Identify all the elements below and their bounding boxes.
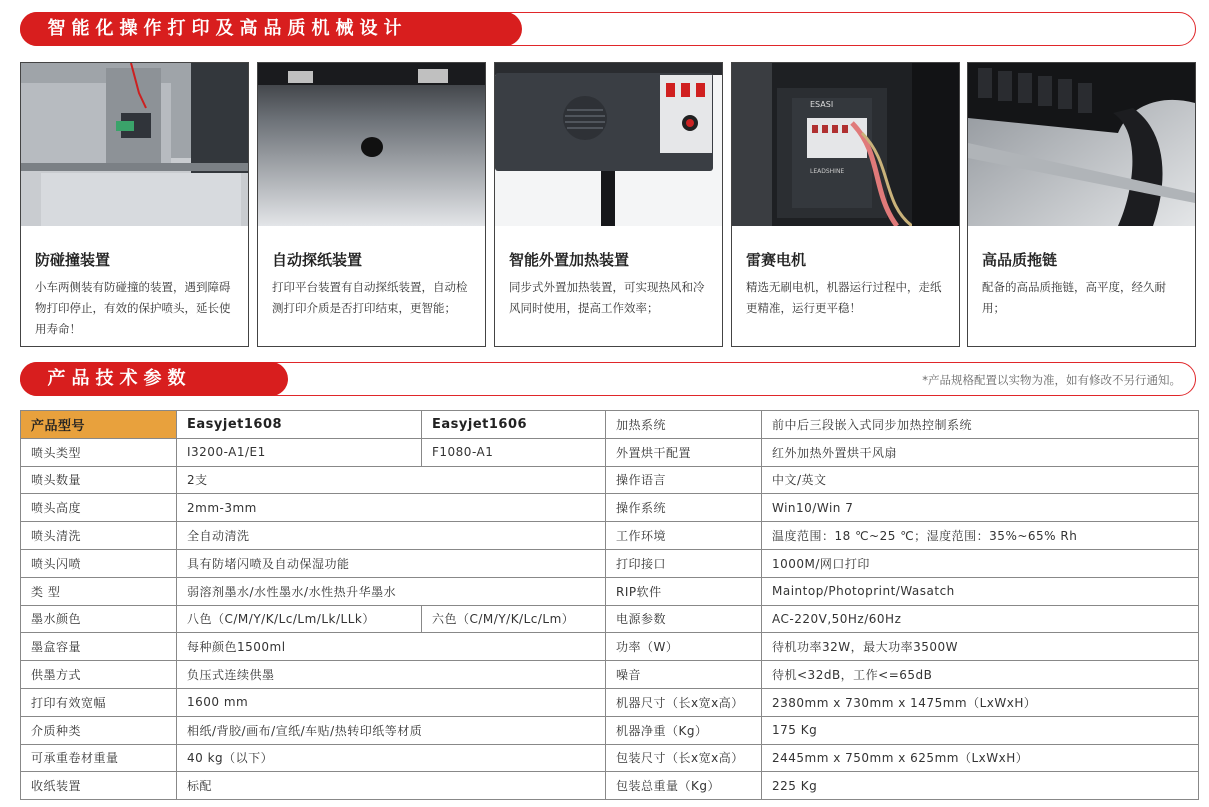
spec-value: 1600 mm bbox=[177, 688, 606, 716]
feature-description: 同步式外置加热装置，可实现热风和冷风同时使用，提高工作效率； bbox=[509, 280, 705, 315]
spec-label: 类 型 bbox=[21, 577, 177, 605]
feature-title: 高品质拖链 bbox=[982, 251, 1058, 269]
spec-label: 收纸装置 bbox=[21, 772, 177, 800]
table-row bbox=[21, 688, 1199, 716]
feature-photo-paper-sensor bbox=[258, 63, 485, 226]
spec-label-right: 噪音 bbox=[606, 661, 762, 689]
spec-value: 2支 bbox=[177, 466, 606, 494]
spec-label-right: 加热系统 bbox=[606, 411, 762, 439]
spec-value-right: 红外加热外置烘干风扇 bbox=[762, 438, 1199, 466]
feature-description: 配备的高品质拖链，高平度，经久耐用； bbox=[982, 280, 1166, 315]
spec-label-right: 操作语言 bbox=[606, 466, 762, 494]
table-row bbox=[21, 438, 1199, 466]
feature-photo-motor bbox=[732, 63, 959, 226]
feature-card-anti-collision bbox=[20, 62, 249, 347]
spec-label: 喷头类型 bbox=[21, 438, 177, 466]
section-title: 智能化操作打印及高品质机械设计 bbox=[20, 12, 522, 46]
table-row bbox=[21, 661, 1199, 689]
spec-value-model-2: 六色（C/M/Y/K/Lc/Lm） bbox=[422, 605, 606, 633]
spec-value-right: AC-220V,50Hz/60Hz bbox=[762, 605, 1199, 633]
spec-label: 喷头高度 bbox=[21, 494, 177, 522]
spec-value-right: 1000M/网口打印 bbox=[762, 549, 1199, 577]
motor-brand-text: LEADSHINE bbox=[810, 168, 845, 175]
table-header-row bbox=[21, 411, 1199, 439]
feature-description: 小车两侧装有防碰撞的装置，遇到障碍物打印停止，有效的保护喷头，延长使用寿命！ bbox=[35, 280, 231, 336]
spec-value-right: 温度范围：18 ℃~25 ℃；湿度范围：35%~65% Rh bbox=[762, 522, 1199, 550]
table-row bbox=[21, 633, 1199, 661]
spec-value: 2mm-3mm bbox=[177, 494, 606, 522]
feature-card-external-heater bbox=[494, 62, 723, 347]
feature-card-drag-chain bbox=[967, 62, 1196, 347]
spec-value-right: 2445mm x 750mm x 625mm（LxWxH） bbox=[762, 744, 1199, 772]
spec-label: 喷头数量 bbox=[21, 466, 177, 494]
spec-label: 可承重卷材重量 bbox=[21, 744, 177, 772]
feature-photo-external-heater bbox=[495, 63, 722, 226]
header-label: 产品型号 bbox=[21, 411, 177, 439]
motor-logo-text: ESASI bbox=[810, 100, 834, 109]
spec-label: 供墨方式 bbox=[21, 661, 177, 689]
spec-disclaimer: *产品规格配置以实物为准，如有修改不另行通知。 bbox=[922, 373, 1181, 387]
spec-value: 相纸/背胶/画布/宣纸/车贴/热转印纸等材质 bbox=[177, 716, 606, 744]
spec-label-right: 电源参数 bbox=[606, 605, 762, 633]
feature-description: 打印平台装置有自动探纸装置，自动检测打印介质是否打印结束，更智能； bbox=[272, 280, 468, 315]
spec-value-right: Maintop/Photoprint/Wasatch bbox=[762, 577, 1199, 605]
table-row bbox=[21, 522, 1199, 550]
table-row bbox=[21, 772, 1199, 800]
table-row bbox=[21, 494, 1199, 522]
spec-value-model-1: 八色（C/M/Y/K/Lc/Lm/Lk/LLk） bbox=[177, 605, 422, 633]
spec-label: 喷头闪喷 bbox=[21, 549, 177, 577]
feature-title: 雷赛电机 bbox=[746, 251, 807, 269]
table-row bbox=[21, 549, 1199, 577]
spec-label: 墨水颜色 bbox=[21, 605, 177, 633]
spec-label: 墨盒容量 bbox=[21, 633, 177, 661]
section-title: 产品技术参数 bbox=[20, 362, 288, 396]
spec-value: 每种颜色1500ml bbox=[177, 633, 606, 661]
spec-label-right: 机器净重（Kg） bbox=[606, 716, 762, 744]
spec-value-right: 2380mm x 730mm x 1475mm（LxWxH） bbox=[762, 688, 1199, 716]
spec-label-right: RIP软件 bbox=[606, 577, 762, 605]
table-row bbox=[21, 605, 1199, 633]
spec-value: 标配 bbox=[177, 772, 606, 800]
spec-value: 40 kg（以下） bbox=[177, 744, 606, 772]
feature-title: 防碰撞装置 bbox=[35, 251, 111, 269]
spec-value: 全自动清洗 bbox=[177, 522, 606, 550]
table-row bbox=[21, 716, 1199, 744]
feature-description: 精选无刷电机，机器运行过程中，走纸更精准，运行更平稳！ bbox=[746, 280, 942, 315]
spec-value-right: 待机<32dB，工作<=65dB bbox=[762, 661, 1199, 689]
feature-title: 自动探纸装置 bbox=[272, 251, 363, 269]
spec-label-right: 工作环境 bbox=[606, 522, 762, 550]
spec-value-model-1: I3200-A1/E1 bbox=[177, 438, 422, 466]
spec-label-right: 外置烘干配置 bbox=[606, 438, 762, 466]
spec-label: 喷头清洗 bbox=[21, 522, 177, 550]
spec-value-right: 待机功率32W，最大功率3500W bbox=[762, 633, 1199, 661]
feature-photo-anti-collision bbox=[21, 63, 248, 226]
spec-table bbox=[20, 410, 1199, 800]
spec-label: 打印有效宽幅 bbox=[21, 688, 177, 716]
header-model-2: Easyjet1606 bbox=[422, 411, 606, 439]
feature-title: 智能外置加热装置 bbox=[509, 251, 630, 269]
spec-label-right: 打印接口 bbox=[606, 549, 762, 577]
spec-label-right: 操作系统 bbox=[606, 494, 762, 522]
table-row bbox=[21, 744, 1199, 772]
section-banner-features bbox=[20, 12, 1196, 46]
spec-label: 介质种类 bbox=[21, 716, 177, 744]
spec-value-model-2: F1080-A1 bbox=[422, 438, 606, 466]
table-row bbox=[21, 577, 1199, 605]
spec-value-right: Win10/Win 7 bbox=[762, 494, 1199, 522]
table-row bbox=[21, 466, 1199, 494]
spec-value: 具有防堵闪喷及自动保湿功能 bbox=[177, 549, 606, 577]
header-model-1: Easyjet1608 bbox=[177, 411, 422, 439]
spec-label-right: 机器尺寸（长x宽x高） bbox=[606, 688, 762, 716]
feature-card-motor bbox=[731, 62, 960, 347]
spec-value-right: 175 Kg bbox=[762, 716, 1199, 744]
spec-label-right: 包装尺寸（长x宽x高） bbox=[606, 744, 762, 772]
spec-value: 弱溶剂墨水/水性墨水/水性热升华墨水 bbox=[177, 577, 606, 605]
feature-photo-drag-chain bbox=[968, 63, 1195, 226]
feature-card-paper-sensor bbox=[257, 62, 486, 347]
spec-label-right: 包装总重量（Kg） bbox=[606, 772, 762, 800]
spec-value-right: 前中后三段嵌入式同步加热控制系统 bbox=[762, 411, 1199, 439]
spec-value: 负压式连续供墨 bbox=[177, 661, 606, 689]
spec-value-right: 中文/英文 bbox=[762, 466, 1199, 494]
spec-label-right: 功率（W） bbox=[606, 633, 762, 661]
section-banner-specs bbox=[20, 362, 1196, 396]
spec-value-right: 225 Kg bbox=[762, 772, 1199, 800]
